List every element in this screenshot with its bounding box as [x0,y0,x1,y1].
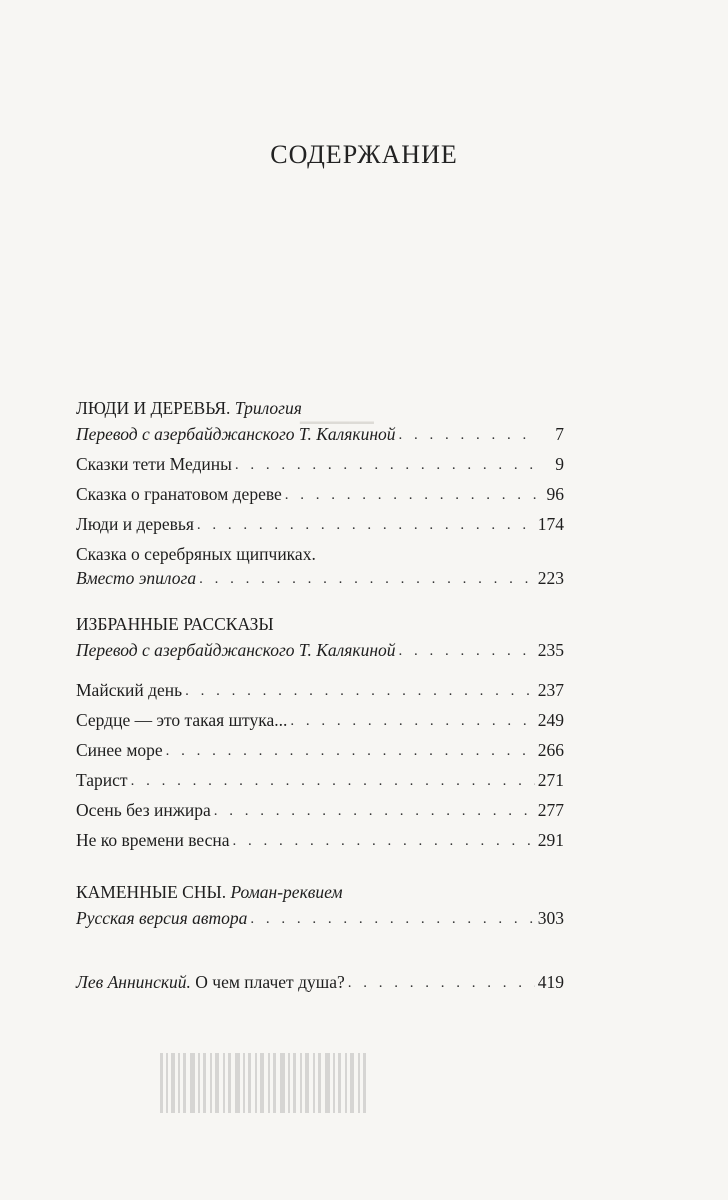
toc-entry[interactable] [76,452,564,476]
section-heading-text: КАМЕННЫЕ СНЫ. [76,882,227,902]
toc-entry-page: 223 [537,568,564,588]
dot-leader [250,908,534,930]
toc-entry[interactable] [76,768,564,792]
dot-leader [197,514,535,536]
toc-entry-page: 277 [537,800,564,820]
toc-entry-label: Перевод с азербайджанского Т. Калякиной [76,640,396,660]
toc-entry[interactable] [76,512,564,536]
toc-entry-label: Тарист [76,770,128,790]
table-of-contents [76,396,564,994]
afterword-title: О чем плачет душа? [195,972,345,992]
toc-entry-page: 271 [537,770,564,790]
barcode-bleed-through [160,1053,370,1123]
toc-entry[interactable] [76,798,564,822]
toc-entry-page: 249 [537,710,564,730]
toc-entry[interactable] [76,738,564,762]
toc-entry-label: Перевод с азербайджанского Т. Калякиной [76,424,396,444]
toc-entry-label: Сердце — это такая штука... [76,710,288,730]
toc-entry-page: 419 [537,972,564,992]
toc-entry-first-line: Сказка о серебряных щипчиках. [76,544,316,564]
toc-entry-label: Люди и деревья [76,514,194,534]
toc-entry[interactable] [76,828,564,852]
toc-entry-page: 96 [546,484,564,504]
toc-entry-label: Синее море [76,740,163,760]
toc-entry[interactable] [76,566,564,590]
dot-leader [185,680,535,702]
dot-leader [214,800,535,822]
page-title: СОДЕРЖАНИЕ [270,140,458,169]
toc-entry-page: 266 [537,740,564,760]
toc-entry-label: Осень без инжира [76,800,211,820]
toc-entry-page: 291 [537,830,564,850]
toc-entry-label: Не ко времени весна [76,830,230,850]
toc-entry-afterword[interactable] [76,970,564,994]
toc-entry-label: Майский день [76,680,183,700]
dot-leader [199,568,535,590]
toc-entry-page: 7 [555,424,564,444]
section-heading [76,396,564,420]
dot-leader [233,830,535,852]
toc-entry[interactable] [76,678,564,702]
section-heading [76,880,564,904]
toc-entry-page: 9 [555,454,564,474]
section-heading-subtitle: Трилогия [234,398,302,418]
toc-entry[interactable] [76,906,564,930]
section-heading-subtitle: Роман-реквием [230,882,343,902]
toc-entry-page: 237 [537,680,564,700]
dot-leader [166,740,535,762]
toc-entry[interactable] [76,708,564,732]
toc-entry[interactable] [76,422,564,446]
toc-entry-page: 235 [537,640,564,660]
toc-entry[interactable] [76,638,564,662]
toc-entry-label: Сказки тети Медины [76,454,232,474]
dot-leader [399,424,537,446]
dot-leader [235,454,537,476]
toc-entry-page: 303 [537,908,564,928]
dot-leader [399,640,535,662]
toc-entry-label: Русская версия автора [76,908,248,928]
dot-leader [285,484,537,506]
toc-entry-label [76,970,345,994]
toc-entry[interactable] [76,482,564,506]
dot-leader [348,972,535,994]
toc-entry-page: 174 [537,514,564,534]
dot-leader [131,770,535,792]
section-heading-text: ЛЮДИ И ДЕРЕВЬЯ. [76,398,231,418]
toc-entry-label: Вместо эпилога [76,568,197,588]
dot-leader [290,710,534,732]
section-heading-text: ИЗБРАННЫЕ РАССКАЗЫ [76,614,274,634]
section-heading [76,612,564,636]
afterword-author: Лев Аннинский. [76,972,191,992]
toc-entry-label: Сказка о гранатовом дереве [76,484,282,504]
bleed-through-text: ▁▁▁▁▁▁ [300,407,374,424]
